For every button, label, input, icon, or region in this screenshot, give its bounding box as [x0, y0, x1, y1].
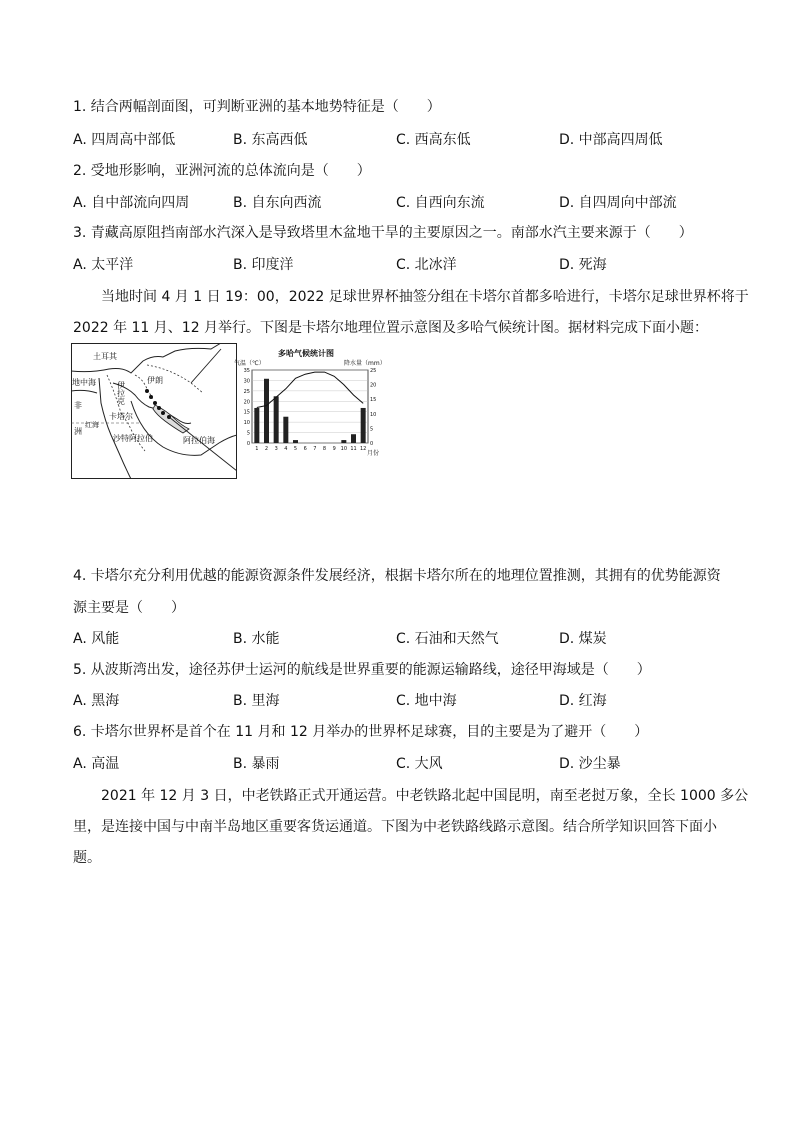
option-a: A. 风能: [73, 631, 120, 647]
y-right-tick-label: 10: [370, 411, 377, 418]
option-c: C. 西高东低: [396, 132, 471, 148]
precip-bar: [293, 440, 298, 443]
x-tick-label: 5: [293, 446, 298, 452]
label-mediterranean: 地中海: [72, 378, 96, 387]
x-tick-label: 6: [303, 446, 307, 452]
option-b: B. 自东向西流: [233, 195, 322, 211]
precip-bar: [264, 379, 269, 443]
option-a: A. 自中部流向四周: [73, 195, 190, 211]
label-africa: 非洲: [73, 401, 83, 453]
x-tick-label: 9: [332, 446, 336, 452]
x-tick-label: 8: [322, 446, 327, 452]
y-left-tick-label: 30: [243, 378, 250, 385]
label-arabian-sea: 阿拉伯海: [183, 436, 215, 445]
question-4-options: [73, 628, 753, 648]
question-6-options: [73, 753, 753, 773]
label-saudi-arabia: 沙特阿拉伯: [113, 434, 153, 443]
y-right-tick-label: 15: [370, 397, 377, 404]
question-1-options: [73, 129, 753, 149]
option-d: D. 红海: [559, 693, 607, 709]
option-b: B. 东高西低: [233, 132, 308, 148]
precip-bar: [341, 440, 346, 443]
question-2-options: [73, 192, 753, 212]
question-3-options: [73, 254, 753, 274]
precip-bar: [361, 408, 366, 443]
option-b: B. 里海: [233, 693, 280, 709]
x-tick-label: 4: [284, 446, 288, 452]
y-right-tick-label: 20: [370, 382, 377, 389]
passage-1-line-2: 2022 年 11 月、12 月举行。下图是卡塔尔地理位置示意图及多哈气候统计图。据材料完成下面小题：: [73, 320, 709, 336]
label-red-sea: 红海: [85, 421, 99, 429]
option-a: A. 太平洋: [73, 257, 134, 273]
option-d: D. 自四周向中部流: [559, 195, 677, 211]
passage-1-line-1: 当地时间 4 月 1 日 19：00，2022 足球世界杯抽签分组在卡塔尔首都多哈进行，卡塔尔足球世界杯将于: [101, 289, 749, 305]
qatar-location-map: [71, 343, 237, 479]
passage-2-line-3: 题。: [73, 850, 101, 866]
option-b: B. 水能: [233, 631, 280, 647]
chart-title: 多哈气候统计图: [278, 349, 334, 358]
option-b: B. 暴雨: [233, 756, 280, 772]
x-tick-label: 1: [255, 446, 259, 452]
temperature-line: [257, 372, 363, 407]
x-label: 月份: [367, 450, 380, 457]
label-iran: 伊朗: [147, 376, 163, 385]
doha-climate-chart: [232, 345, 392, 463]
option-c: C. 大风: [396, 756, 443, 772]
x-tick-label: 10: [340, 446, 348, 452]
option-a: A. 黑海: [73, 693, 120, 709]
passage-2-line-1: 2021 年 12 月 3 日，中老铁路正式开通运营。中老铁路北起中国昆明，南至老挝万象，全长 1000 多公: [101, 788, 749, 804]
question-2: 2. 受地形影响，亚洲河流的总体流向是（ ）: [73, 163, 371, 179]
option-d: D. 中部高四周低: [559, 132, 663, 148]
option-c: C. 地中海: [396, 693, 457, 709]
option-d: D. 煤炭: [559, 631, 607, 647]
question-6: 6. 卡塔尔世界杯是首个在 11 月和 12 月举办的世界杯足球赛，目的主要是为了避开（ ）: [73, 724, 649, 740]
option-d: D. 死海: [559, 257, 607, 273]
option-b: B. 印度洋: [233, 257, 294, 273]
y-left-tick-label: 15: [243, 409, 250, 416]
y-left-tick-label: 25: [243, 388, 250, 395]
precip-bar: [351, 434, 356, 443]
question-5-options: [73, 690, 753, 710]
option-d: D. 沙尘暴: [559, 756, 621, 772]
y-right-tick-label: 5: [370, 426, 374, 433]
precip-bar: [254, 408, 259, 443]
y-left-tick-label: 20: [243, 399, 250, 406]
y-left-tick-label: 0: [246, 441, 250, 447]
question-4-line-1: 4. 卡塔尔充分利用优越的能源资源条件发展经济，根据卡塔尔所在的地理位置推测，其拥有的优势能源资: [73, 568, 721, 584]
x-tick-label: 12: [359, 446, 367, 452]
precip-bar: [283, 417, 288, 443]
label-turkey: 土耳其: [93, 352, 117, 361]
question-3: 3. 青藏高原阻挡南部水汽深入是导致塔里木盆地干旱的主要原因之一。南部水汽主要来源于（ ）: [73, 225, 693, 241]
y-right-tick-label: 25: [370, 368, 377, 374]
x-tick-label: 11: [350, 446, 357, 452]
plot-frame: [252, 370, 368, 443]
option-c: C. 石油和天然气: [396, 631, 499, 647]
label-qatar: 卡塔尔: [109, 412, 133, 421]
x-tick-label: 7: [313, 446, 317, 452]
question-4-line-2: 源主要是（ ）: [73, 600, 185, 616]
option-a: A. 高温: [73, 756, 120, 772]
y-left-tick-label: 10: [243, 420, 250, 427]
y-left-label: 气温（℃）: [234, 360, 265, 367]
option-c: C. 北冰洋: [396, 257, 457, 273]
question-5: 5. 从波斯湾出发，途径苏伊士运河的航线是世界重要的能源运输路线，途径甲海域是（ ）: [73, 662, 651, 678]
option-a: A. 四周高中部低: [73, 132, 176, 148]
x-tick-label: 3: [274, 446, 278, 452]
y-right-label: 降水量（mm）: [344, 360, 386, 367]
passage-2-line-2: 里，是连接中国与中南半岛地区重要客货运通道。下图为中老铁路线路示意图。结合所学知识回答下面小: [73, 819, 717, 835]
label-iraq: 伊拉克: [116, 381, 126, 405]
y-left-tick-label: 35: [243, 368, 250, 374]
question-1: 1. 结合两幅剖面图，可判断亚洲的基本地势特征是（ ）: [73, 99, 441, 115]
y-right-tick-label: 0: [370, 441, 374, 447]
option-c: C. 自西向东流: [396, 195, 485, 211]
y-left-tick-label: 5: [246, 430, 250, 437]
precip-bar: [274, 396, 279, 443]
x-tick-label: 2: [264, 446, 269, 452]
